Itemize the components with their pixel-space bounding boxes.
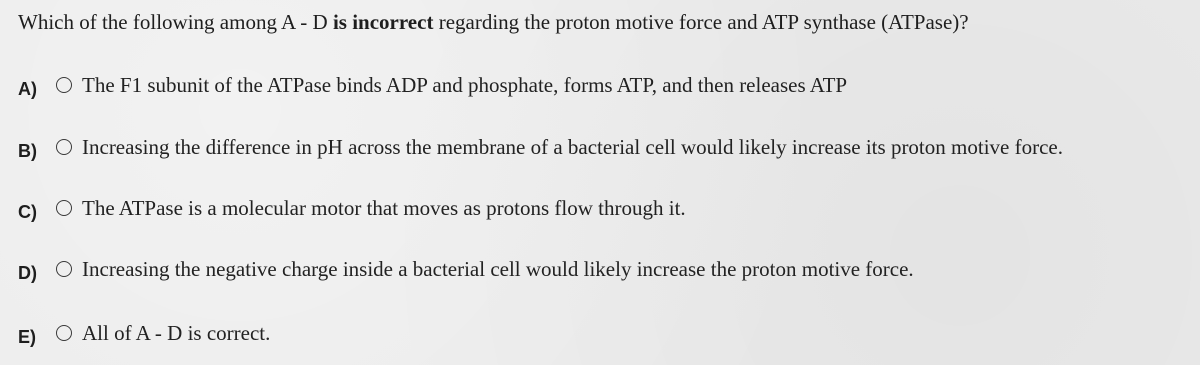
option-a-text: The F1 subunit of the ATPase binds ADP and phosphate, forms ATP, and then releases ATP <box>82 72 848 97</box>
option-a-letter: A) <box>18 78 37 99</box>
option-b-text: Increasing the difference in pH across the membrane of a bacterial cell would likely increase its proton motive force. <box>82 134 1063 159</box>
option-d-text: Increasing the negative charge inside a bacterial cell would likely increase the proton motive force. <box>82 256 914 281</box>
question-emphasis: is incorrect <box>332 10 434 34</box>
option-c-radio[interactable] <box>56 200 72 216</box>
option-c[interactable] <box>18 193 686 223</box>
option-b-radio[interactable] <box>56 139 72 155</box>
option-d[interactable] <box>18 254 914 284</box>
option-e-letter: E) <box>18 326 36 347</box>
option-c-letter: C) <box>18 201 37 222</box>
option-b[interactable] <box>18 132 1063 162</box>
option-d-radio[interactable] <box>56 261 72 277</box>
option-e-text: All of A - D is correct. <box>82 320 271 345</box>
option-d-letter: D) <box>18 262 37 283</box>
option-e-radio[interactable] <box>56 325 72 341</box>
option-a-radio[interactable] <box>56 77 72 93</box>
option-a[interactable] <box>18 70 847 100</box>
question-prefix: Which of the following among A - D <box>18 10 333 34</box>
question-text <box>18 10 969 35</box>
question-suffix: regarding the proton motive force and ATP synthase (ATPase)? <box>433 10 969 34</box>
option-c-text: The ATPase is a molecular motor that moves as protons flow through it. <box>82 195 686 220</box>
option-e[interactable] <box>18 318 270 348</box>
option-b-letter: B) <box>18 140 37 161</box>
